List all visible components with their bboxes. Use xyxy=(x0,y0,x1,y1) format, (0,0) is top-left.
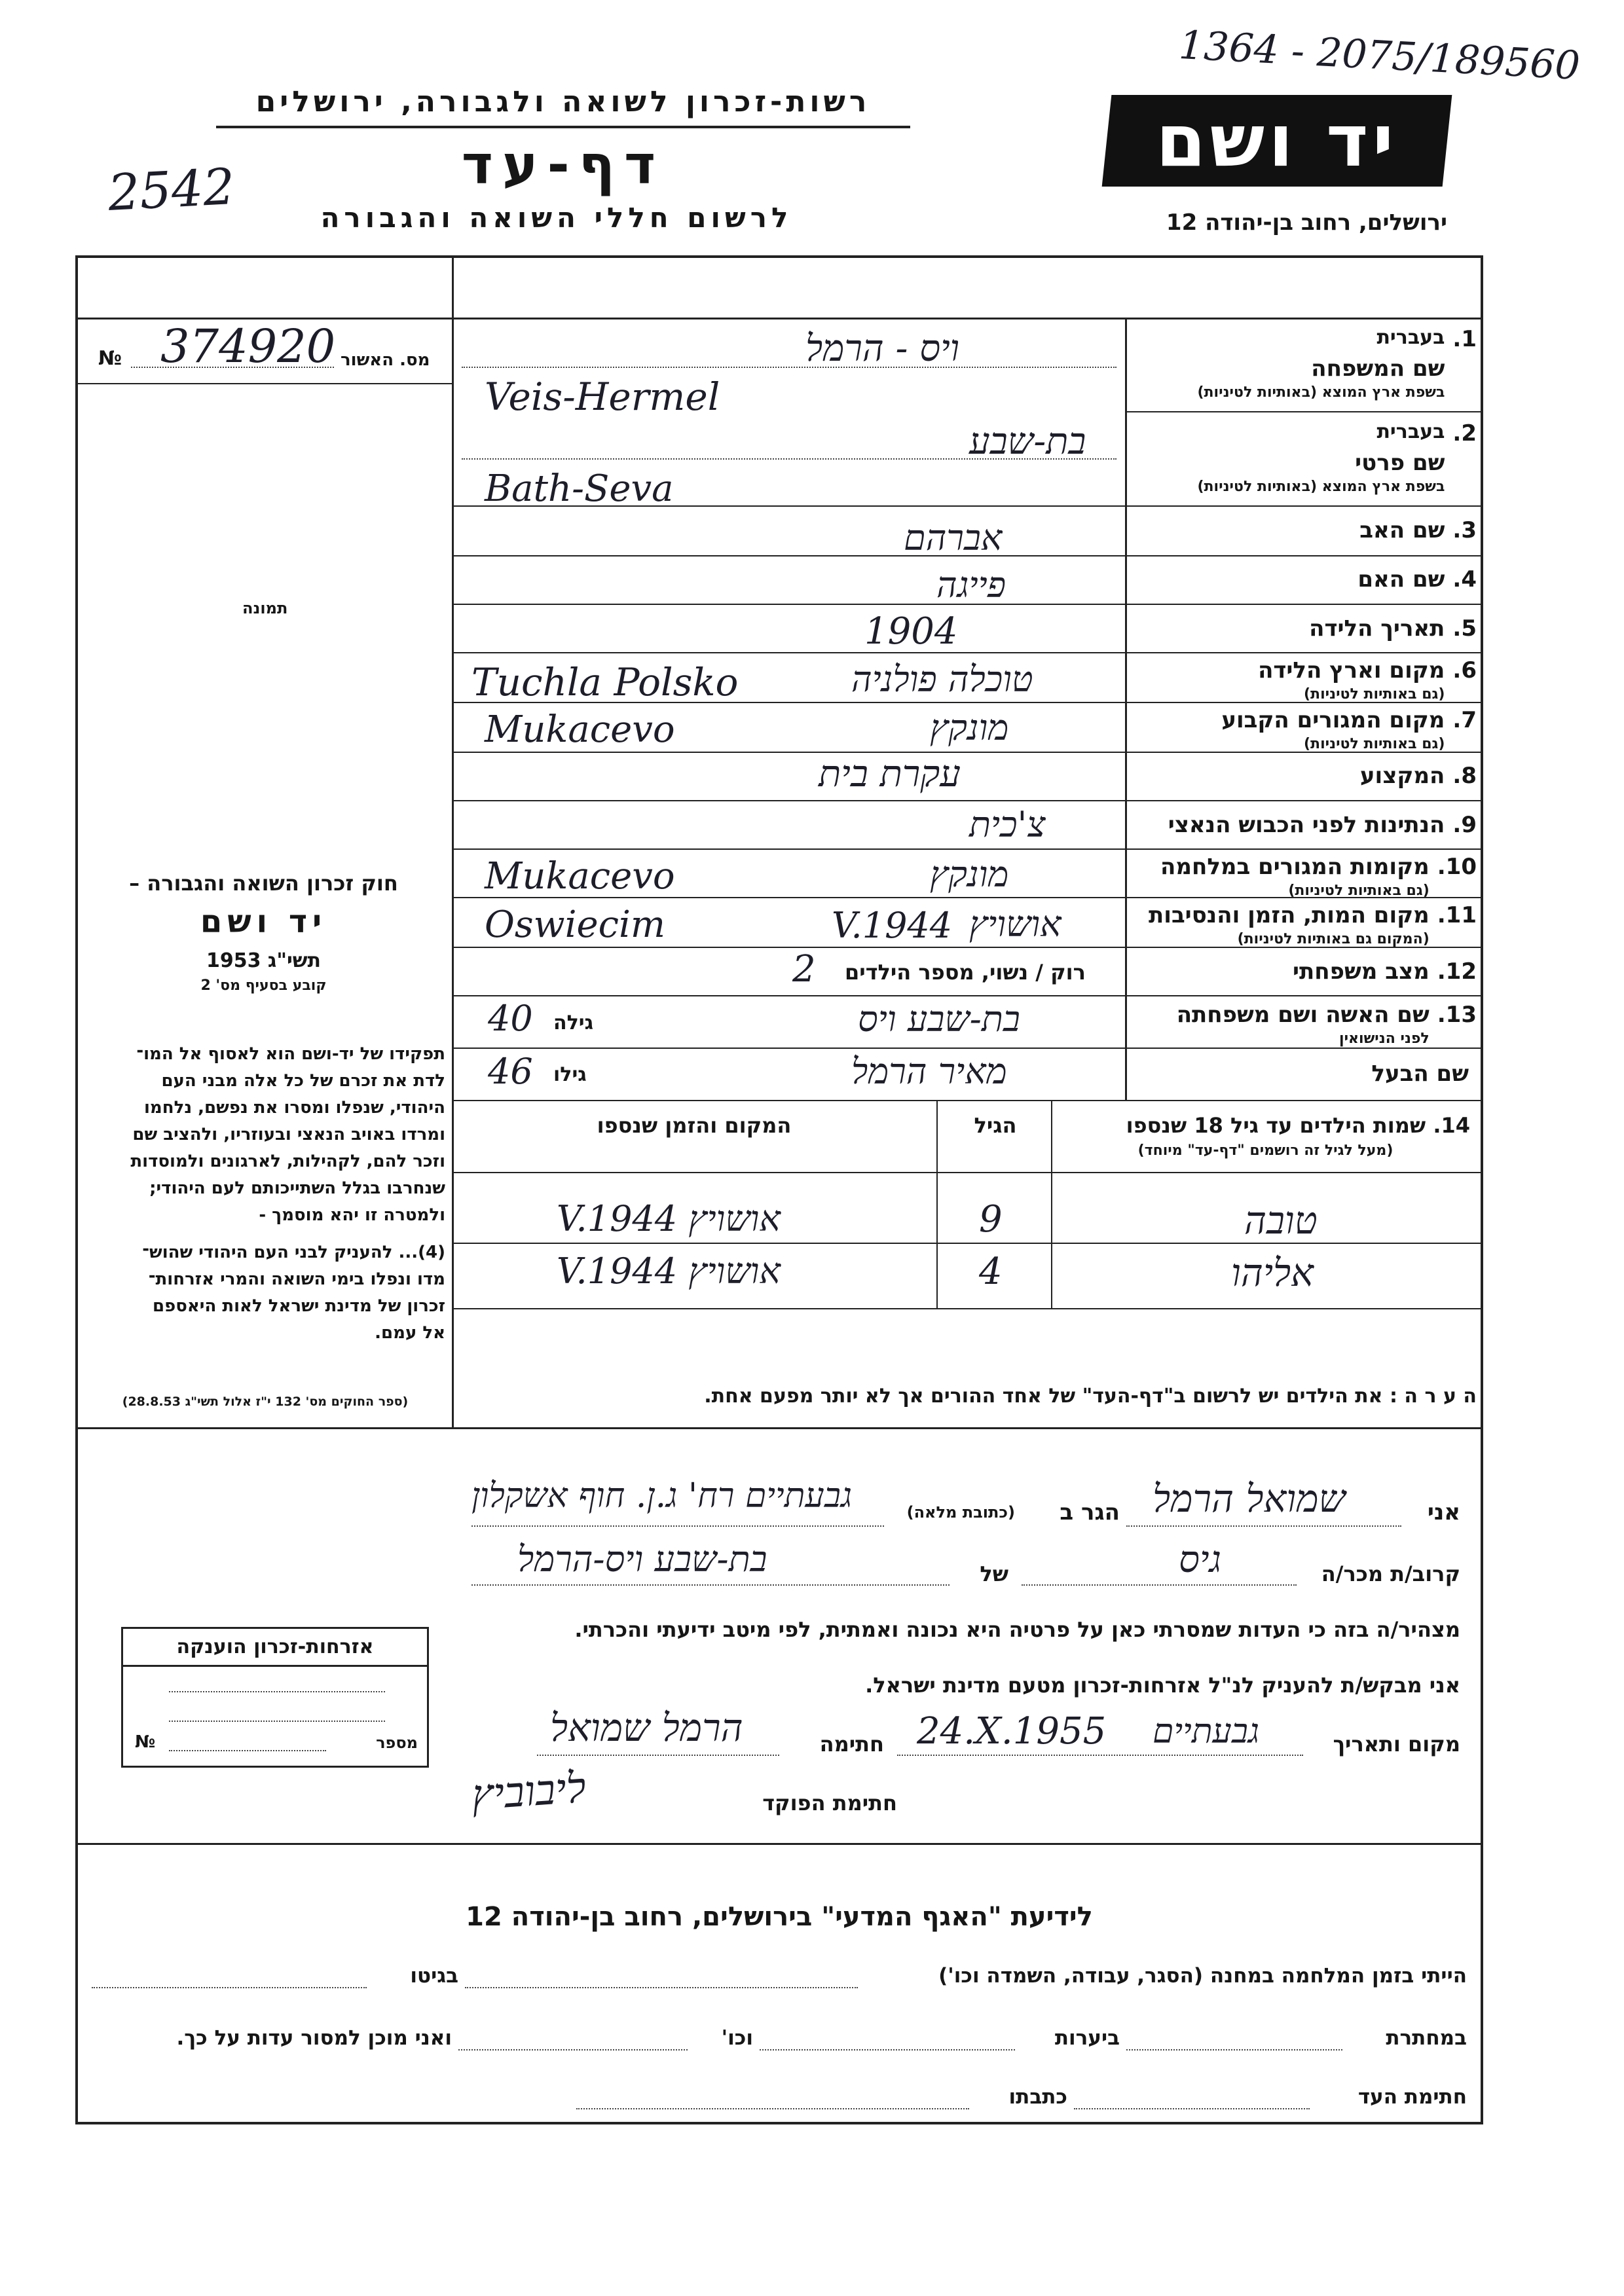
child-death-place: V.1944 אושויץ xyxy=(557,1198,781,1239)
authority-underline xyxy=(216,126,910,128)
footer-ghetto-line xyxy=(92,1987,367,1988)
mother-name: פייגה xyxy=(936,564,1006,606)
law-sidebar xyxy=(82,871,445,994)
field-label-11: 11. מקום המות, הזמן והנסיבות (המקום גם באותיות לטיניות) xyxy=(1149,902,1477,947)
citizenship-box xyxy=(121,1627,429,1768)
place-value: גבעתיים xyxy=(1153,1712,1260,1751)
footer-witness-signature-label: חתימת העד xyxy=(1357,2085,1467,2109)
row-line xyxy=(452,995,1483,996)
field-label-8: 8. המקצוע xyxy=(1359,763,1477,789)
row-line xyxy=(452,1172,1483,1173)
approval-number-symbol: № xyxy=(98,347,122,370)
citizenship-number-line xyxy=(169,1750,326,1751)
child-row-line xyxy=(452,1243,1483,1244)
citizenship-line xyxy=(169,1721,385,1722)
husband-name: מאיר הרמל xyxy=(851,1051,1007,1092)
law-text xyxy=(82,1041,445,1347)
officer-signature-value: ליבוביץ xyxy=(470,1763,588,1821)
law-text-line: זכרון של מדינת ישראל לאות היאספם xyxy=(153,1296,445,1316)
birthplace-latin: Tuchla Polsko xyxy=(471,660,739,704)
note-line: ה ע ר ה : את הילדים יש לרשום ב"דף-העד" של אחד ההורים אך לא יותר מפעם אחת. xyxy=(704,1385,1477,1408)
handwritten-page-number: 2542 xyxy=(106,156,236,223)
children-count-value: 2 xyxy=(792,948,816,991)
signature-value: הרמל שמואל xyxy=(550,1705,743,1750)
child-name: אליהו xyxy=(1231,1250,1314,1295)
marital-status-inline-label: רוק / נשוי, מספר הילדים xyxy=(845,960,1086,985)
children-number: 14. xyxy=(1433,1113,1470,1138)
first-name-latin: Bath-Seva xyxy=(485,467,674,510)
children-age-header: הגיל xyxy=(974,1113,1017,1138)
law-text-line: ולמטרה זו יהא מוסמך - xyxy=(259,1205,445,1225)
field-label-4: 4. שם האם xyxy=(1357,566,1477,592)
form-subtitle: לרשום חללי השואה והגבורה xyxy=(320,202,793,234)
footer-address-line xyxy=(576,2108,969,2109)
field-label-husband: שם הבעל xyxy=(1371,1061,1469,1087)
field-label-3: 3. שם האב xyxy=(1359,517,1477,543)
footer-underground-line xyxy=(1126,2049,1342,2050)
approval-number-label: מס. האשור xyxy=(341,350,430,370)
row-line xyxy=(452,848,1483,850)
footer-title: לידיעת "האגף המדעי" בירושלים, רחוב בן-יהודה 12 xyxy=(466,1902,1093,1932)
place-date-label: מקום ותאריך xyxy=(1333,1732,1460,1757)
husband-age-label: גילו xyxy=(553,1063,587,1086)
profession-value: עקרת בית xyxy=(819,753,961,795)
footer-forests-line xyxy=(760,2049,1015,2050)
row-line xyxy=(1125,411,1483,412)
wartime-residence-latin: Mukacevo xyxy=(485,855,675,898)
citizenship-line xyxy=(169,1691,385,1692)
footer-etc-line xyxy=(458,2049,688,2050)
children-age-divider-left xyxy=(936,1100,938,1308)
law-date: תשי"ג 1953 xyxy=(206,949,322,972)
row-line xyxy=(452,652,1483,653)
relative-value: גיס xyxy=(1179,1539,1222,1581)
wife-age-value: 40 xyxy=(488,998,533,1039)
family-name-latin: Veis-Hermel xyxy=(485,374,720,419)
field-label-5: 5. תאריך הלידה xyxy=(1309,615,1477,642)
footer-forests-label: ביערות xyxy=(1054,2026,1120,2050)
approval-row-line xyxy=(75,383,452,384)
birthplace-hebrew: טוכלה פולניה xyxy=(851,659,1033,700)
declarant-address: גבעתיים רח' ג.ן. חוף אשקלון xyxy=(471,1476,853,1516)
law-title: חוק זכרון השואה והגבורה – xyxy=(129,871,398,896)
footer-underground-label: במחתרת xyxy=(1386,2026,1467,2050)
law-text-line: תפקידו של יד-ושם הוא לאסוף אל המו־ xyxy=(136,1044,445,1064)
wartime-residence-hebrew: מונקץ xyxy=(930,854,1009,895)
law-text-line: (4)... להעניק לבני העם היהודי שהוש־ xyxy=(142,1243,445,1262)
declarant-line xyxy=(1126,1525,1401,1527)
law-name: יד ושם xyxy=(200,903,327,940)
children-title-text: שמות הילדים עד גיל 18 שנספו xyxy=(1126,1113,1426,1138)
place-date-line xyxy=(897,1755,1303,1756)
resides-label: הגר ב xyxy=(1060,1499,1120,1525)
law-clause: קובע בסעיף מס' 2 xyxy=(200,977,327,994)
field-label-10: 10. מקומות המגורים במלחמה (גם באותיות לטיניות) xyxy=(1160,854,1477,899)
children-note: (מעל לגיל זה רושמים "דף-עד" מיוחד) xyxy=(1137,1142,1393,1159)
row-line xyxy=(452,1308,1483,1309)
relative-line xyxy=(1022,1584,1297,1586)
father-name: אברהם xyxy=(904,517,1003,558)
form-title: דף-עד xyxy=(461,134,665,196)
logo-text: יד ושם xyxy=(1156,99,1398,183)
field-label-12: 12. מצב משפחתי xyxy=(1293,958,1477,985)
date-value: 24.X.1955 xyxy=(917,1710,1107,1753)
footer-camp-label: הייתי בזמן המלחמה במחנה (הסגר, עבודה, השמדה וכו') xyxy=(938,1964,1467,1988)
first-name-hebrew: בת-שבע xyxy=(969,420,1086,463)
child-death-place: V.1944 אושויץ xyxy=(557,1250,781,1292)
law-text-line: היהודי, שנפלו ומסרו את נפשם, נלחמו xyxy=(143,1098,445,1118)
child-name: טובה xyxy=(1244,1198,1318,1243)
family-name-hebrew: ויס - הרמל xyxy=(805,327,960,370)
declarant-name: שמואל הרמל xyxy=(1153,1476,1346,1521)
signature-line xyxy=(537,1755,779,1756)
footer-separator xyxy=(75,1843,1483,1845)
of-value: בת-שבע ויס-הרמל xyxy=(517,1539,767,1580)
approval-number-value: 374920 xyxy=(160,319,336,373)
label-column-divider xyxy=(1125,318,1127,1100)
row-line xyxy=(452,1100,1483,1101)
photo-label: תמונה xyxy=(242,599,288,617)
signature-label: חתימה xyxy=(819,1732,884,1757)
value-guide xyxy=(462,367,1116,368)
residence-latin: Mukacevo xyxy=(485,708,675,751)
declaration-statement: מצהיר/ה בזה כי העדות שמסרתי כאן על פרטיה היא נכונה ואמתית, לפי מיטב ידיעתי והכרתי. xyxy=(574,1617,1460,1642)
law-text-line: מדו ונפלו בימי השואה והמרי אזרחות־ xyxy=(148,1269,445,1289)
officer-signature-label: חתימת הפוקד xyxy=(762,1791,897,1815)
children-place-header: המקום והזמן שנספו xyxy=(597,1113,792,1138)
wife-maiden-name: בת-שבע ויס xyxy=(858,998,1020,1040)
declarant-label: אני xyxy=(1427,1499,1460,1525)
footer-address-label: כתבתו xyxy=(1008,2085,1067,2109)
field-label-6: 6. מקום וארץ הלידה (גם באותיות לטיניות) xyxy=(1258,657,1477,702)
left-column-divider xyxy=(452,255,454,1427)
citizenship-number-label: מספר xyxy=(376,1734,418,1752)
row-line xyxy=(452,800,1483,801)
citizenship-number-symbol: № xyxy=(135,1732,156,1752)
field-label-1: 1. בעברית שם המשפחה בשפת ארץ המוצא (באותיות לטיניות) xyxy=(1197,326,1477,401)
death-place-latin: Oswiecim xyxy=(485,903,666,946)
law-text-line: לדת את זכרם של כל אלה מבני העם xyxy=(161,1071,445,1091)
children-age-divider-right xyxy=(1051,1100,1052,1308)
header-address: ירושלים, רחוב בן-יהודה 12 xyxy=(1166,210,1447,236)
death-date: V.1944 xyxy=(832,905,953,946)
row-line xyxy=(452,1048,1483,1049)
archive-handwritten-number: 1364 - 2075/189560 xyxy=(1177,22,1581,89)
residence-hebrew: מונקץ xyxy=(930,707,1009,748)
yad-vashem-logo xyxy=(1102,95,1452,187)
address-line xyxy=(471,1525,884,1527)
of-line xyxy=(471,1584,950,1586)
law-text-line: שנחרבו בגלל השתייכותם לעם היהודי; xyxy=(149,1178,445,1198)
husband-age-value: 46 xyxy=(488,1051,533,1092)
children-title xyxy=(1061,1113,1470,1138)
law-text-line: וזכר להם, לקהילות, לארגונים ולמוסדות xyxy=(130,1152,445,1171)
footer-willing-label: ואני מוכן למסור עדות על כך. xyxy=(176,2026,452,2050)
child-age: 4 xyxy=(979,1250,1003,1293)
declaration-request: אני מבקש/ת להעניק לנ"ל אזרחות-זכרון מטעם מדינת ישראל. xyxy=(865,1673,1460,1698)
footer-etc-label: וכו' xyxy=(721,2026,753,2050)
birth-date: 1904 xyxy=(864,610,958,653)
nationality-value: צ'כית xyxy=(969,804,1046,845)
death-place-hebrew: אושויץ xyxy=(969,903,1061,945)
row-line xyxy=(75,1427,1483,1429)
wife-age-label: גילה xyxy=(553,1011,593,1034)
footer-ghetto-label: בגיטו xyxy=(410,1964,458,1988)
law-text-line: אל עמם. xyxy=(375,1323,445,1343)
footer-camp-line xyxy=(465,1987,858,1988)
authority-name: רשות-זכרון לשואה ולגבורה, ירושלים xyxy=(255,85,871,118)
law-source: (ספר החוקים מס' 132 י"ז אלול תשי"ג 28.8.53) xyxy=(122,1394,409,1409)
field-label-13: 13. שם האשה ושם משפחתה לפני הנישואין xyxy=(1176,1002,1477,1047)
of-label: של xyxy=(980,1561,1008,1586)
child-age: 9 xyxy=(979,1198,1003,1241)
field-label-9: 9. הנתינות לפני הכבוש הנאצי xyxy=(1168,812,1477,838)
field-label-2: 2. בעברית שם פרטי בשפת ארץ המוצא (באותיות לטיניות) xyxy=(1197,420,1477,495)
field-label-7: 7. מקום המגורים הקבוע (גם באותיות לטיניות) xyxy=(1221,707,1477,752)
address-hint: (כתובת מלאה) xyxy=(906,1503,1015,1522)
law-text-line: ומרדו באויב הנאצי ובעוזריו, ולהציב שם xyxy=(132,1125,445,1144)
citizenship-box-title: אזרחות-זכרון הוענקה xyxy=(123,1629,427,1667)
footer-witness-signature-line xyxy=(1074,2108,1310,2109)
relative-label: קרוב/ת מכר/ה xyxy=(1321,1561,1460,1586)
